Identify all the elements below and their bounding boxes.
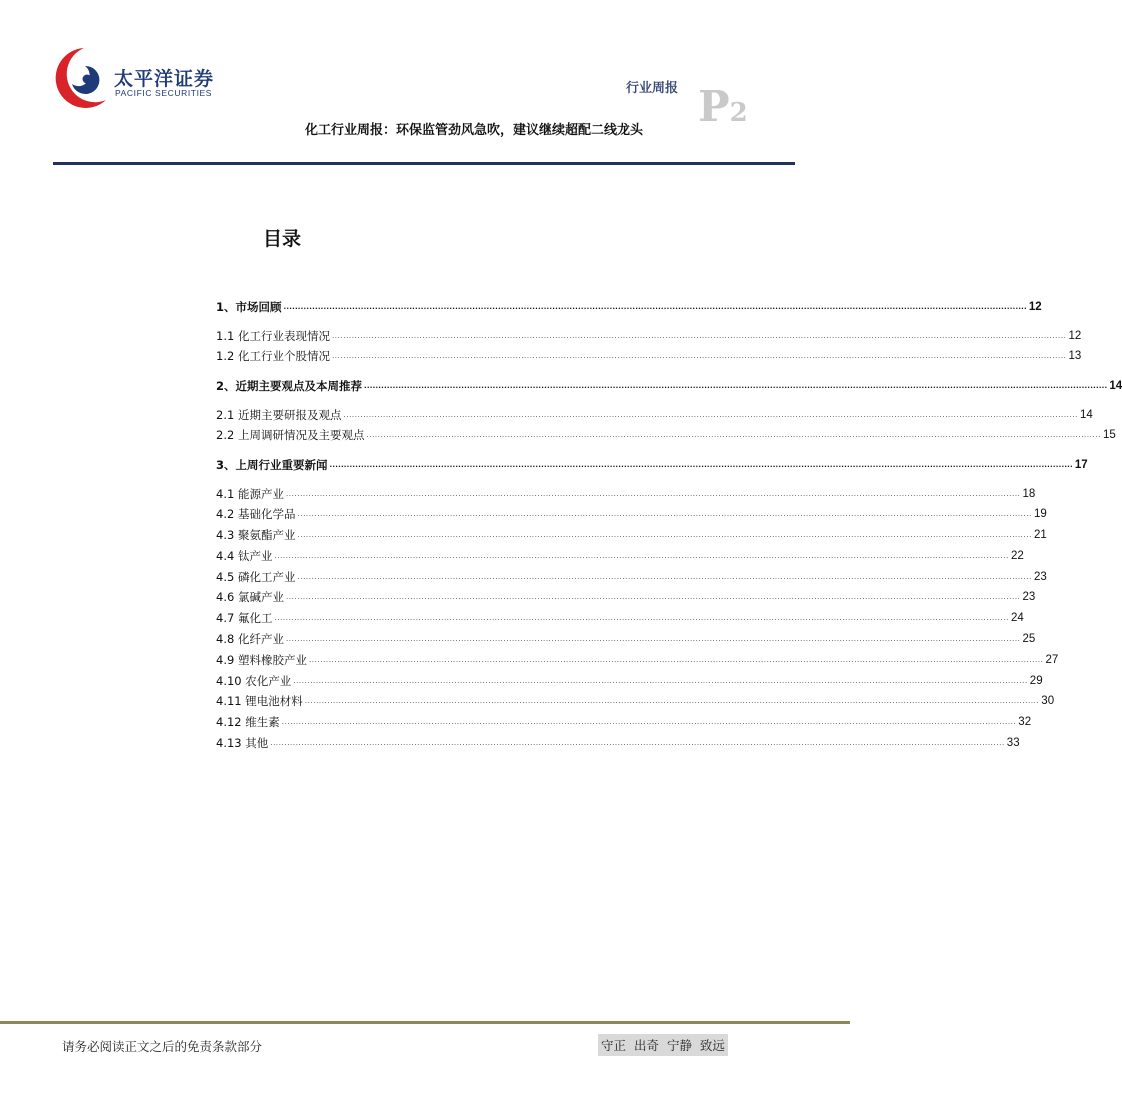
toc-entry-title: 4.6 氯碱产业 bbox=[216, 590, 284, 604]
toc-entry-title: 4.5 磷化工产业 bbox=[216, 570, 296, 584]
toc-dot-leader: .................................................................................................................................................................................................................................................................... bbox=[293, 677, 1028, 685]
toc-entry[interactable] bbox=[216, 694, 1055, 708]
toc-entry-page: 21 bbox=[1033, 529, 1047, 541]
logo-chinese-name: 太平洋证券 bbox=[114, 68, 215, 90]
toc-entry-title: 1.1 化工行业表现情况 bbox=[216, 329, 330, 343]
toc-dot-leader: .................................................................................................................................................................................................................................................................... bbox=[329, 461, 1073, 469]
toc-entry-page: 24 bbox=[1010, 612, 1024, 624]
toc-dot-leader: .................................................................................................................................................................................................................................................................... bbox=[343, 411, 1078, 419]
toc-entry[interactable] bbox=[216, 528, 1047, 542]
toc-entry-title: 4.12 维生素 bbox=[216, 715, 280, 729]
toc-entry[interactable] bbox=[216, 379, 1122, 393]
company-slogan: 守正 出奇 宁静 致远 bbox=[598, 1034, 728, 1056]
toc-dot-leader: .................................................................................................................................................................................................................................................................... bbox=[270, 739, 1005, 747]
toc-entry-title: 4.9 塑料橡胶产业 bbox=[216, 653, 307, 667]
toc-entry-page: 12 bbox=[1028, 301, 1042, 313]
toc-entry[interactable] bbox=[216, 674, 1043, 688]
toc-dot-leader: .................................................................................................................................................................................................................................................................... bbox=[281, 718, 1017, 726]
toc-dot-leader: .................................................................................................................................................................................................................................................................... bbox=[283, 303, 1027, 311]
toc-entry-page: 18 bbox=[1022, 488, 1036, 500]
toc-entry-title: 2.2 上周调研情况及主要观点 bbox=[216, 428, 365, 442]
toc-entry-page: 12 bbox=[1068, 330, 1082, 342]
toc-dot-leader: .................................................................................................................................................................................................................................................................... bbox=[297, 573, 1032, 581]
toc-entry-page: 30 bbox=[1041, 695, 1055, 707]
toc-entry-page: 25 bbox=[1022, 633, 1036, 645]
toc-entry[interactable] bbox=[216, 300, 1042, 314]
toc-entry-page: 13 bbox=[1068, 350, 1082, 362]
toc-entry-page: 33 bbox=[1006, 737, 1020, 749]
toc-entry-title: 4.2 基础化学品 bbox=[216, 507, 296, 521]
toc-dot-leader: .................................................................................................................................................................................................................................................................... bbox=[304, 697, 1040, 705]
toc-entry-page: 15 bbox=[1102, 429, 1116, 441]
toc-entry-page: 14 bbox=[1109, 380, 1122, 392]
toc-entry-title: 2.1 近期主要研报及观点 bbox=[216, 408, 342, 422]
toc-dot-leader: .................................................................................................................................................................................................................................................................... bbox=[285, 490, 1021, 498]
toc-dot-leader: .................................................................................................................................................................................................................................................................... bbox=[331, 332, 1067, 340]
toc-entry-page: 23 bbox=[1022, 591, 1036, 603]
page-letter: P bbox=[698, 82, 730, 131]
toc-entry-title: 1.2 化工行业个股情况 bbox=[216, 349, 330, 363]
toc-entry[interactable] bbox=[216, 715, 1032, 729]
toc-entry-page: 32 bbox=[1018, 716, 1032, 728]
toc-entry[interactable] bbox=[216, 507, 1047, 521]
footer-divider bbox=[0, 1021, 850, 1024]
toc-entry[interactable] bbox=[216, 428, 1116, 442]
toc-entry[interactable] bbox=[216, 736, 1020, 750]
toc-entry-page: 23 bbox=[1033, 571, 1047, 583]
toc-dot-leader: .................................................................................................................................................................................................................................................................... bbox=[285, 635, 1021, 643]
toc-entry-title: 4.11 锂电池材料 bbox=[216, 694, 303, 708]
toc-entry-title: 4.8 化纤产业 bbox=[216, 632, 284, 646]
toc-dot-leader: .................................................................................................................................................................................................................................................................... bbox=[274, 614, 1009, 622]
toc-entry-page: 17 bbox=[1074, 459, 1088, 471]
toc-heading: 目录 bbox=[263, 228, 302, 250]
toc-entry-page: 27 bbox=[1045, 654, 1059, 666]
toc-entry-page: 14 bbox=[1079, 409, 1093, 421]
toc-dot-leader: .................................................................................................................................................................................................................................................................... bbox=[366, 431, 1101, 439]
toc-entry[interactable] bbox=[216, 349, 1082, 363]
toc-entry[interactable] bbox=[216, 590, 1036, 604]
toc-entry-title: 1、市场回顾 bbox=[216, 300, 282, 314]
toc-entry-title: 3、上周行业重要新闻 bbox=[216, 458, 328, 472]
toc-entry-page: 19 bbox=[1033, 508, 1047, 520]
logo-english-name: PACIFIC SECURITIES bbox=[115, 88, 213, 98]
toc-dot-leader: .................................................................................................................................................................................................................................................................... bbox=[331, 352, 1067, 360]
toc-entry-title: 2、近期主要观点及本周推荐 bbox=[216, 379, 363, 393]
toc-dot-leader: .................................................................................................................................................................................................................................................................... bbox=[274, 552, 1009, 560]
toc-entry[interactable] bbox=[216, 570, 1047, 584]
toc-entry-page: 29 bbox=[1029, 675, 1043, 687]
toc-entry[interactable] bbox=[216, 611, 1024, 625]
disclaimer-note: 请务必阅读正文之后的免责条款部分 bbox=[62, 1039, 263, 1054]
toc-entry-title: 4.1 能源产业 bbox=[216, 487, 284, 501]
toc-entry-title: 4.13 其他 bbox=[216, 736, 269, 750]
toc-entry[interactable] bbox=[216, 408, 1093, 422]
toc-entry[interactable] bbox=[216, 653, 1059, 667]
report-type-label: 行业周报 bbox=[626, 81, 679, 96]
toc-entry[interactable] bbox=[216, 487, 1036, 501]
toc-dot-leader: .................................................................................................................................................................................................................................................................... bbox=[297, 510, 1032, 518]
toc-entry[interactable] bbox=[216, 549, 1024, 563]
toc-entry-title: 4.10 农化产业 bbox=[216, 674, 292, 688]
toc-dot-leader: .................................................................................................................................................................................................................................................................... bbox=[308, 656, 1044, 664]
report-title: 化工行业周报：环保监管劲风急吹，建议继续超配二线龙头 bbox=[305, 123, 644, 138]
toc-dot-leader: .................................................................................................................................................................................................................................................................... bbox=[285, 593, 1021, 601]
toc-entry-title: 4.7 氟化工 bbox=[216, 611, 273, 625]
toc-entry-page: 22 bbox=[1010, 550, 1024, 562]
toc-entry[interactable] bbox=[216, 632, 1036, 646]
toc-dot-leader: .................................................................................................................................................................................................................................................................... bbox=[297, 531, 1032, 539]
toc-entry[interactable] bbox=[216, 329, 1082, 343]
toc-entry-title: 4.4 钛产业 bbox=[216, 549, 273, 563]
toc-entry[interactable] bbox=[216, 458, 1088, 472]
toc-dot-leader: .................................................................................................................................................................................................................................................................... bbox=[364, 382, 1108, 390]
page-number: 2 bbox=[729, 98, 748, 128]
toc-entry-title: 4.3 聚氨酯产业 bbox=[216, 528, 296, 542]
